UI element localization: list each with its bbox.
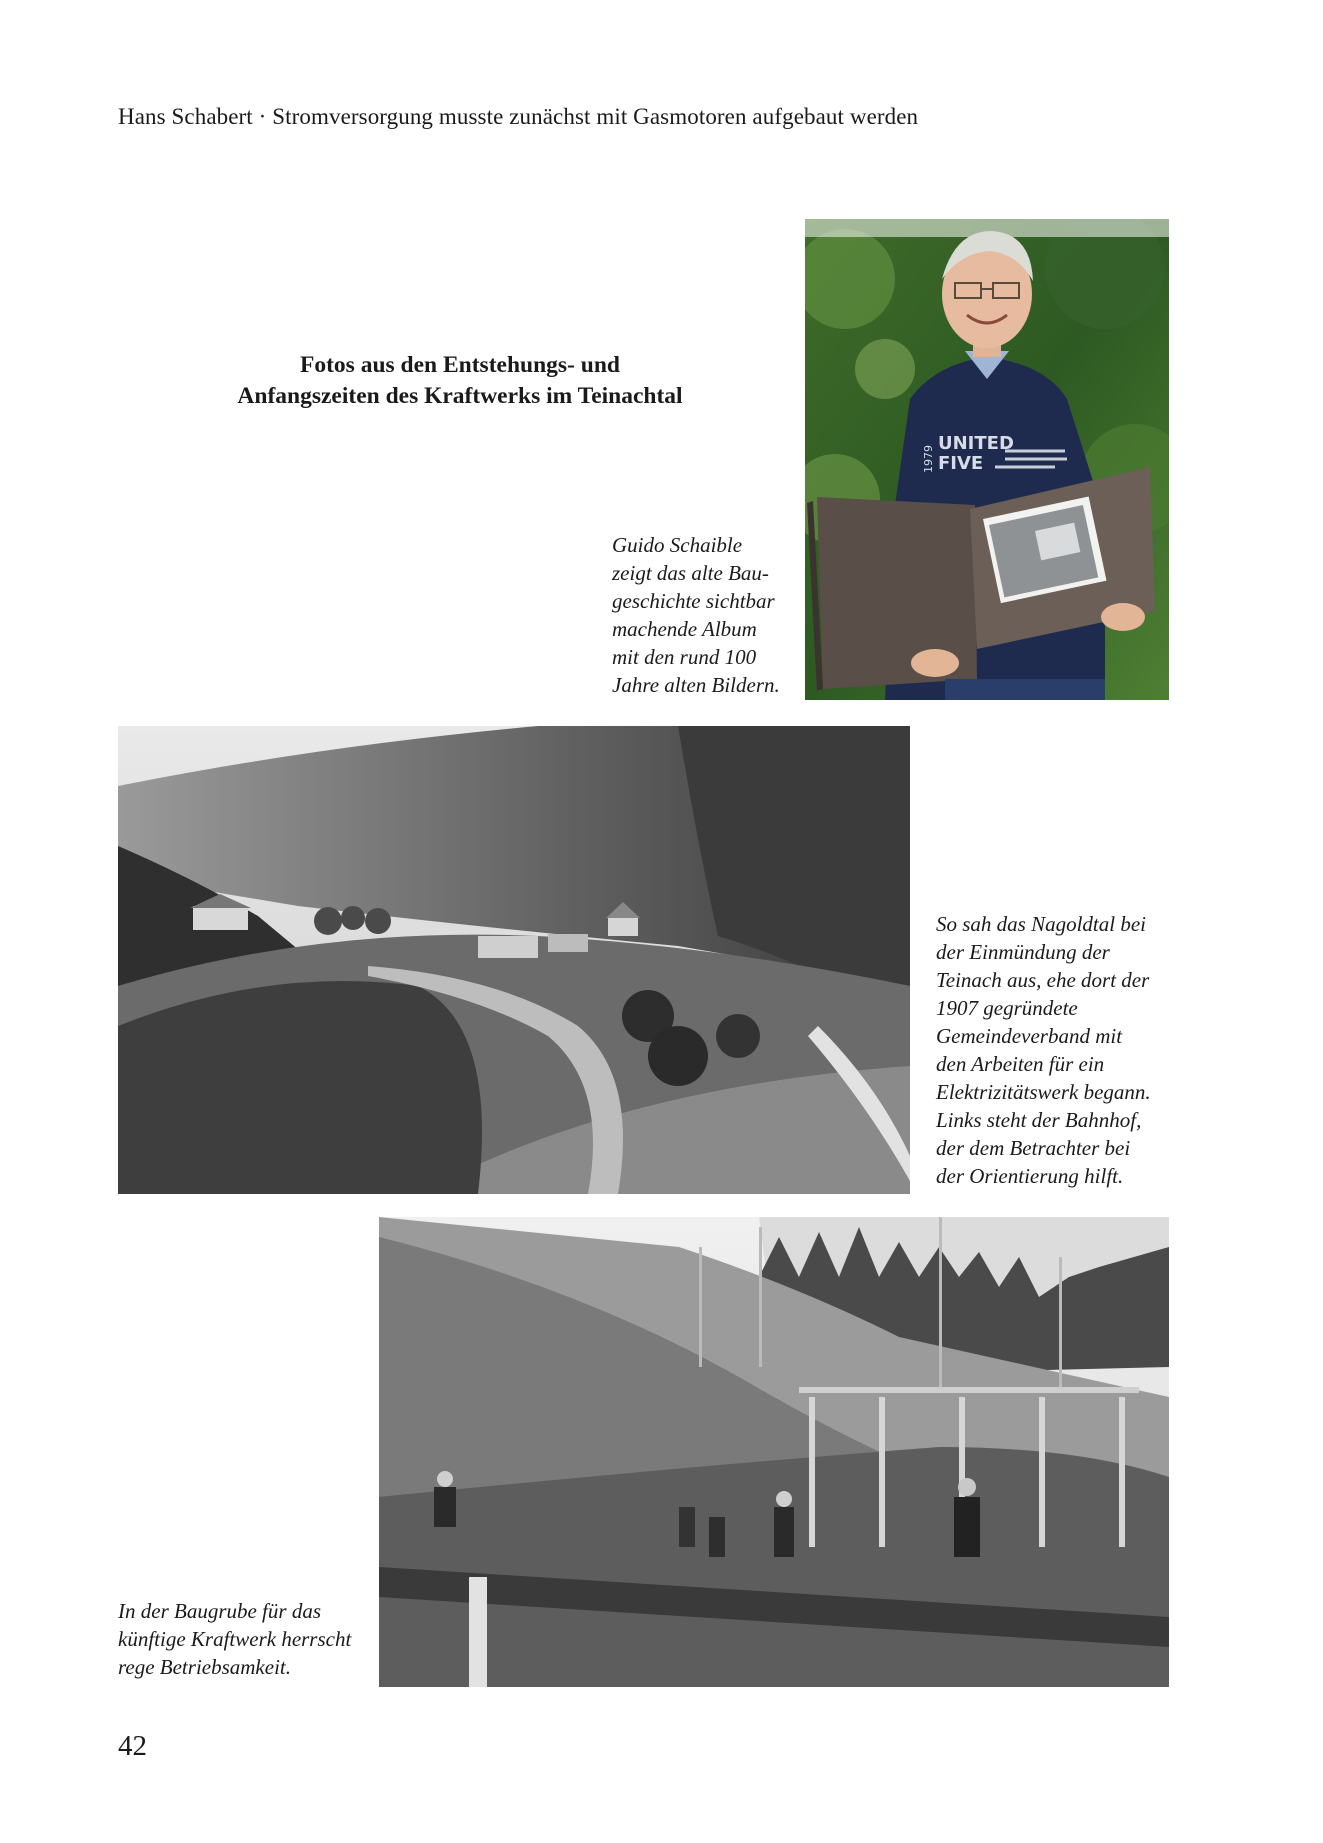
sweater-text: UNITED xyxy=(938,433,1014,454)
caption-line: So sah das Nagoldtal bei xyxy=(936,912,1147,936)
caption-line: der Einmündung der xyxy=(936,940,1110,964)
caption-line: der dem Betrachter bei xyxy=(936,1136,1131,1160)
construction-caption xyxy=(118,1597,351,1681)
caption-line: machende Album xyxy=(612,617,757,641)
caption-line: den Arbeiten für ein xyxy=(936,1052,1105,1076)
caption-line: zeigt das alte Bau- xyxy=(612,561,769,585)
caption-line: In der Baugrube für das xyxy=(118,1599,321,1623)
caption-line: Gemeindeverband mit xyxy=(936,1024,1123,1048)
caption-line: geschichte sichtbar xyxy=(612,589,775,613)
valley-caption xyxy=(936,910,1151,1190)
caption-line: Guido Schaible xyxy=(612,533,743,557)
running-header: Hans Schabert · Stromversorgung musste zunächst mit Gasmotoren aufgebaut werden xyxy=(118,104,919,129)
construction-photo xyxy=(379,1217,1169,1687)
sweater-text: 1979 xyxy=(922,445,935,473)
caption-line: Elektrizitätswerk begann. xyxy=(936,1080,1151,1104)
construction-illustration xyxy=(379,1217,1169,1687)
caption-line: Jahre alten Bildern. xyxy=(612,673,780,697)
sweater-text: FIVE xyxy=(938,453,984,474)
caption-line: künftige Kraftwerk herrscht xyxy=(118,1627,352,1651)
valley-photo xyxy=(118,726,910,1194)
portrait-caption xyxy=(612,531,780,699)
valley-illustration xyxy=(118,726,910,1194)
page-number: 42 xyxy=(118,1730,147,1762)
caption-line: Links steht der Bahnhof, xyxy=(936,1108,1142,1132)
portrait-photo xyxy=(805,219,1169,700)
caption-line: der Orientierung hilft. xyxy=(936,1164,1124,1188)
caption-line: rege Betriebsamkeit. xyxy=(118,1655,291,1679)
caption-line: 1907 gegründete xyxy=(936,996,1078,1020)
section-title-line: Anfangszeiten des Kraftwerks im Teinachtal xyxy=(237,383,683,409)
portrait-illustration xyxy=(805,219,1169,700)
section-title xyxy=(190,350,730,412)
section-title-line: Fotos aus den Entstehungs- und xyxy=(300,352,620,378)
caption-line: mit den rund 100 xyxy=(612,645,757,669)
caption-line: Teinach aus, ehe dort der xyxy=(936,968,1150,992)
